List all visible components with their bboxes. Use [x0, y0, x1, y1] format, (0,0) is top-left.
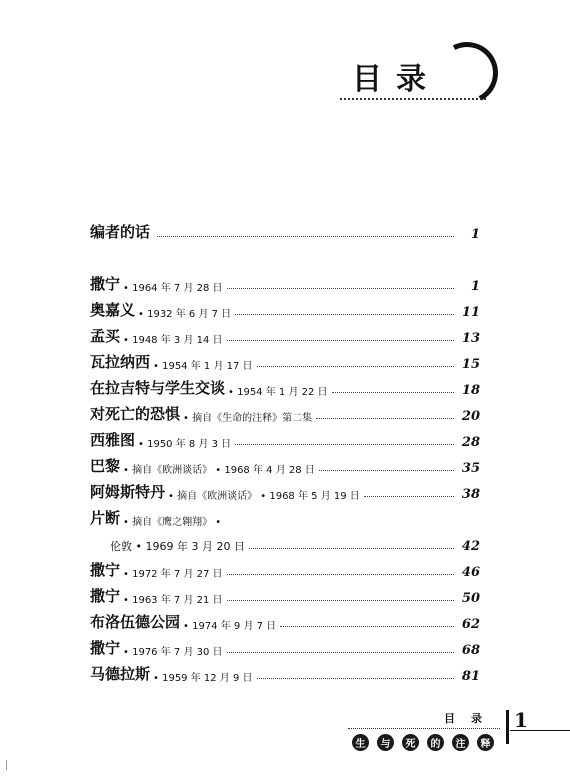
toc-entry-title: 对死亡的恐惧 — [90, 405, 181, 423]
toc-entry-page: 20 — [461, 409, 480, 424]
toc-entry-title: 撒宁 — [90, 561, 121, 579]
toc-entry-date: • 1959 年 12 月 9 日 — [153, 673, 253, 684]
toc-entry[interactable] — [90, 662, 480, 684]
toc-entry-date: 伦敦 • 1969 年 3 月 20 日 — [110, 540, 245, 553]
dot-leader — [227, 600, 454, 601]
toc-entry-date: • 1950 年 8 月 3 日 — [138, 439, 232, 450]
toc-entry-title: 片断 — [90, 509, 121, 527]
footer-series-badges — [352, 734, 494, 751]
toc-entry-title: 在拉吉特与学生交谈 — [90, 379, 226, 397]
toc-entry[interactable] — [90, 272, 480, 294]
dot-leader — [157, 236, 454, 237]
toc-entry-title: 撒宁 — [90, 587, 121, 605]
toc-entry-page: 81 — [461, 669, 480, 684]
dot-leader — [319, 470, 454, 471]
toc-entry-date: • 1954 年 1 月 22 日 — [228, 387, 328, 398]
toc-entry-title: 瓦拉纳西 — [90, 353, 151, 371]
toc-entry[interactable] — [90, 376, 480, 398]
dot-leader — [235, 314, 454, 315]
toc-entry[interactable] — [90, 324, 480, 346]
dot-leader — [227, 340, 454, 341]
toc-entry-page: 11 — [461, 305, 480, 320]
footer-dotted-rule — [348, 728, 500, 729]
dot-leader — [364, 496, 454, 497]
series-badge: 注 — [452, 734, 469, 751]
dot-leader — [280, 626, 454, 627]
dot-leader — [316, 418, 454, 419]
dot-leader — [227, 574, 454, 575]
toc-entry-date: • 1932 年 6 月 7 日 — [138, 309, 232, 320]
dot-leader — [249, 548, 454, 549]
series-badge: 死 — [402, 734, 419, 751]
toc-entry-page: 28 — [461, 435, 480, 450]
toc-entry-date: • 摘自《生命的注释》第二集 — [183, 413, 313, 424]
toc-entry-page: 68 — [461, 643, 480, 658]
page-footer — [0, 700, 570, 760]
toc-entry-page: 13 — [461, 331, 480, 346]
toc-entry-page: 42 — [461, 539, 480, 554]
toc-entry-date: • 1964 年 7 月 28 日 — [123, 283, 223, 294]
toc-entry[interactable] — [90, 558, 480, 580]
toc-entry-date: • 1976 年 7 月 30 日 — [123, 647, 223, 658]
toc-entry-date: • 1974 年 9 月 7 日 — [183, 621, 277, 632]
dot-leader — [257, 678, 454, 679]
toc-entry-title: 西雅图 — [90, 431, 136, 449]
series-badge: 与 — [377, 734, 394, 751]
toc-entry[interactable] — [90, 350, 480, 372]
toc-entry-title: 布洛伍德公园 — [90, 613, 181, 631]
toc-entry[interactable] — [90, 220, 480, 242]
toc-entry-page: 35 — [461, 461, 480, 476]
toc-entry-title: 撒宁 — [90, 275, 121, 293]
toc-entry-page: 38 — [461, 487, 480, 502]
series-badge: 释 — [477, 734, 494, 751]
toc-entry-continuation[interactable] — [90, 532, 480, 554]
toc-entry-title: 奥嘉义 — [90, 301, 136, 319]
toc-entry-page: 1 — [470, 227, 480, 242]
toc-entry[interactable] — [90, 636, 480, 658]
title-dotted-rule — [340, 98, 486, 100]
dot-leader — [227, 652, 454, 653]
toc-entry-date: • 摘自《鹰之翱翔》 • — [123, 517, 222, 528]
toc-entry-date: • 1963 年 7 月 21 日 — [123, 595, 223, 606]
dot-leader — [227, 288, 454, 289]
toc-entry-title: 编者的话 — [90, 223, 151, 241]
toc-entry-page: 1 — [470, 279, 480, 294]
toc-heading — [340, 36, 500, 106]
toc-entry[interactable] — [90, 454, 480, 476]
toc-entry-date: • 1972 年 7 月 27 日 — [123, 569, 223, 580]
toc-entry[interactable] — [90, 402, 480, 424]
toc-entry-date: • 1948 年 3 月 14 日 — [123, 335, 223, 346]
toc-entry-page: 46 — [461, 565, 480, 580]
toc-entry-title: 巴黎 — [90, 457, 121, 475]
toc-entry[interactable] — [90, 584, 480, 606]
toc-entry[interactable] — [90, 480, 480, 502]
toc-entry-title: 马德拉斯 — [90, 665, 151, 683]
toc-entry-date: • 摘自《欧洲谈话》 • 1968 年 5 月 19 日 — [168, 491, 360, 502]
toc-entry-page: 50 — [461, 591, 480, 606]
toc-entry[interactable] — [90, 298, 480, 320]
title-arc-decoration — [428, 34, 506, 112]
toc-entry-title: 阿姆斯特丹 — [90, 483, 166, 501]
page-title: 目录 — [352, 62, 440, 97]
toc-entry[interactable] — [90, 506, 480, 528]
series-badge: 的 — [427, 734, 444, 751]
toc-entry-page: 18 — [461, 383, 480, 398]
toc-entry-date: • 摘自《欧洲谈话》 • 1968 年 4 月 28 日 — [123, 465, 315, 476]
toc-entry-page: 62 — [461, 617, 480, 632]
dot-leader — [257, 366, 454, 367]
series-badge: 生 — [352, 734, 369, 751]
page-number: 1 — [514, 708, 528, 732]
toc-entry[interactable] — [90, 428, 480, 450]
toc-entry-page: 15 — [461, 357, 480, 372]
toc-entry-title: 孟买 — [90, 327, 121, 345]
footer-section-label: 目录 — [444, 712, 498, 725]
toc-entry[interactable] — [90, 610, 480, 632]
margin-mark — [6, 760, 11, 770]
toc-entry-title: 撒宁 — [90, 639, 121, 657]
dot-leader — [235, 444, 454, 445]
toc-entry-date: • 1954 年 1 月 17 日 — [153, 361, 253, 372]
footer-vertical-bar — [506, 710, 509, 744]
dot-leader — [332, 392, 454, 393]
